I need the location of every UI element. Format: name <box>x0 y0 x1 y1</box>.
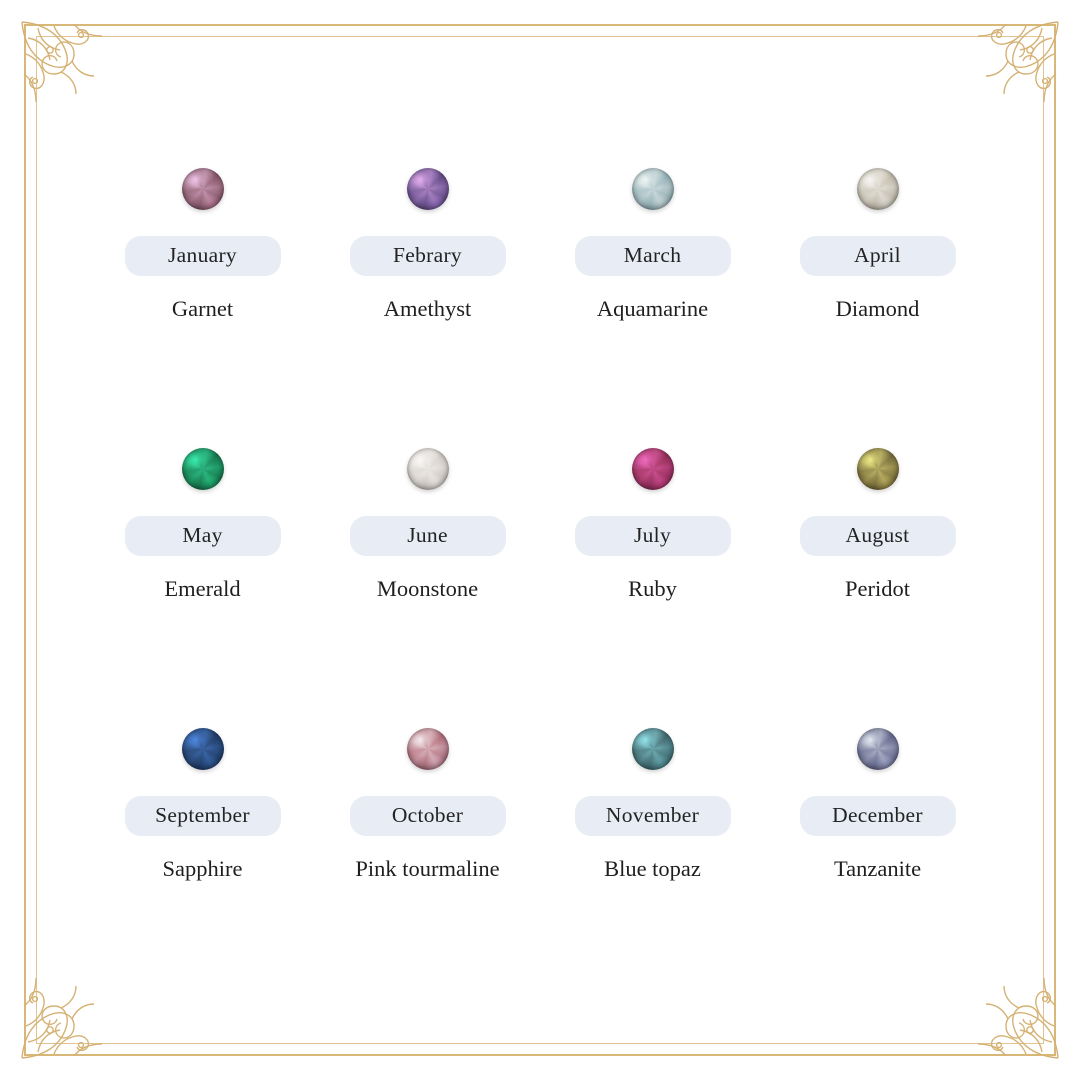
gemstone-label: Emerald <box>164 576 241 601</box>
birthstone-cell <box>315 120 540 400</box>
birthstone-cell <box>765 400 990 680</box>
birthstone-cell <box>540 400 765 680</box>
gemstone-label: Aquamarine <box>596 296 709 321</box>
birthstone-grid <box>90 120 990 960</box>
month-label: August <box>800 516 956 556</box>
month-label: November <box>575 796 731 836</box>
month-label: March <box>575 236 731 276</box>
gemstone-icon <box>632 448 674 490</box>
gemstone-label: Garnet <box>171 296 234 321</box>
birthstone-cell <box>540 120 765 400</box>
gemstone-label: Tanzanite <box>833 856 922 881</box>
gemstone-label: Sapphire <box>162 856 243 881</box>
gemstone-icon <box>632 168 674 210</box>
gemstone-icon <box>857 168 899 210</box>
month-label: July <box>575 516 731 556</box>
gemstone-icon <box>407 168 449 210</box>
gemstone-icon <box>407 728 449 770</box>
birthstone-cell <box>765 680 990 960</box>
gemstone-label: Pink tourmaline <box>355 856 500 881</box>
gemstone-icon <box>182 448 224 490</box>
gemstone-icon <box>182 168 224 210</box>
gemstone-icon <box>857 448 899 490</box>
month-label: December <box>800 796 956 836</box>
gemstone-label: Diamond <box>835 296 920 321</box>
birthstone-cell <box>765 120 990 400</box>
month-label: April <box>800 236 956 276</box>
birthstone-cell <box>90 680 315 960</box>
gemstone-icon <box>857 728 899 770</box>
gemstone-label: Peridot <box>845 576 910 601</box>
birthstone-cell <box>315 680 540 960</box>
birthstone-cell <box>90 400 315 680</box>
gemstone-icon <box>182 728 224 770</box>
gemstone-label: Moonstone <box>376 576 479 601</box>
gemstone-label: Ruby <box>628 576 677 601</box>
birthstone-cell <box>315 400 540 680</box>
birthstone-cell <box>90 120 315 400</box>
month-label: May <box>125 516 281 556</box>
month-label: January <box>125 236 281 276</box>
gemstone-icon <box>632 728 674 770</box>
month-label: June <box>350 516 506 556</box>
month-label: October <box>350 796 506 836</box>
gemstone-label: Blue topaz <box>604 856 701 881</box>
gemstone-icon <box>407 448 449 490</box>
gemstone-label: Amethyst <box>383 296 472 321</box>
month-label: September <box>125 796 281 836</box>
birthstone-cell <box>540 680 765 960</box>
month-label: Febrary <box>350 236 506 276</box>
